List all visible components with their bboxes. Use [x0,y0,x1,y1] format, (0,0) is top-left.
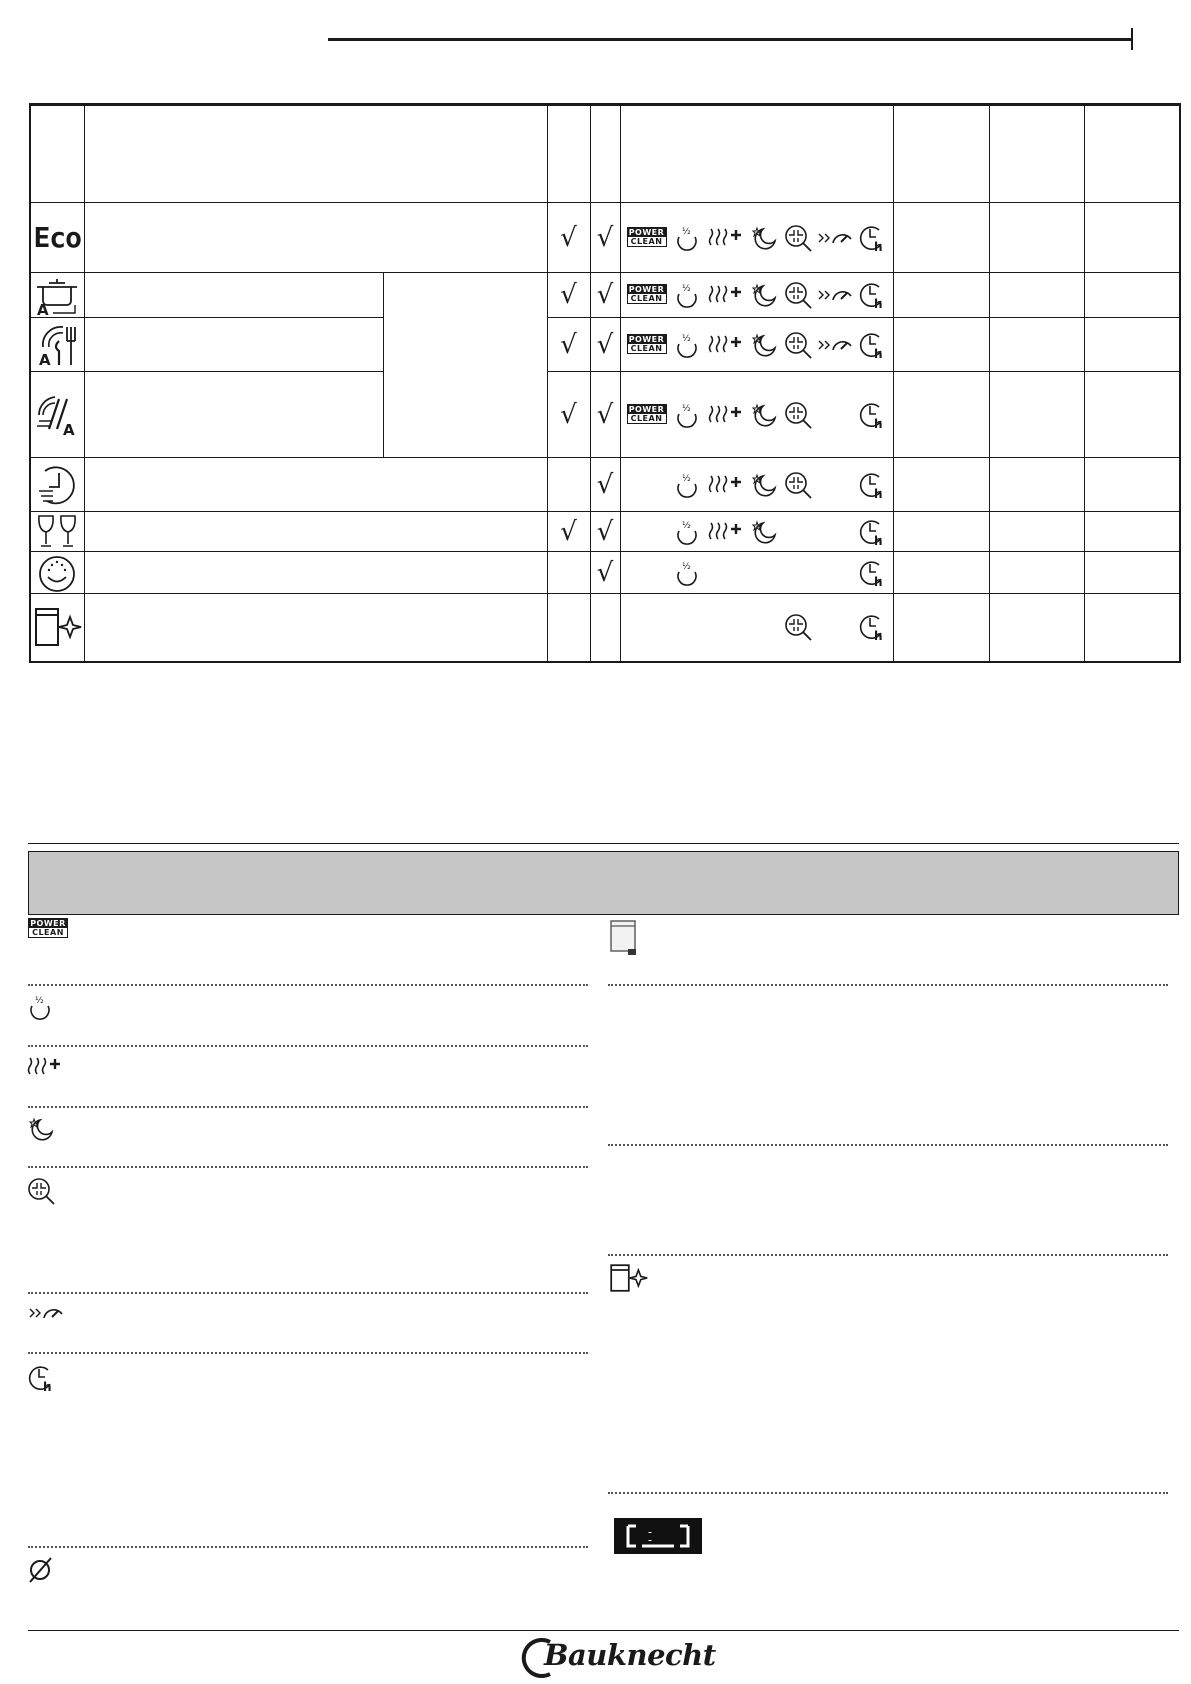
value-cell [1084,552,1180,594]
delay-start-icon [857,399,887,431]
divider [28,1546,588,1548]
programme-description [84,203,547,273]
value-cell [1084,594,1180,662]
value-cell [1084,273,1180,318]
half-load-icon [673,558,701,588]
night-icon [26,1114,56,1144]
empty-check-cell [547,594,590,662]
value-cell [893,458,989,512]
extra-dry-icon [707,472,743,498]
delay-start-icon [857,469,887,501]
svg-text:h: h [873,629,883,644]
hygiene-search-icon [783,400,813,430]
half-load-icon [673,470,701,500]
options-cell [620,273,893,318]
plate-cutlery-programme-icon [30,318,84,372]
power-clean-icon: POWER CLEAN [627,284,667,304]
display-indicator-icon [614,1518,702,1554]
table-header-row [30,105,1180,203]
divider [28,1352,588,1354]
programme-description [84,594,547,662]
shared-description-cell [383,273,547,458]
svg-text:½: ½ [681,284,691,294]
table-row [30,203,1180,273]
programme-description [84,273,383,318]
header-rule [328,38,1133,41]
value-cell [893,273,989,318]
svg-text:h: h [873,574,883,589]
value-cell [1084,512,1180,552]
programme-description [84,512,547,552]
svg-text:½: ½ [35,996,44,1006]
svg-text:½: ½ [681,403,691,414]
check-mark: √ [590,552,620,594]
half-load-icon [673,223,701,253]
programme-description [84,458,547,512]
value-cell [989,512,1084,552]
divider [28,1292,588,1294]
hygiene-search-icon [783,612,813,642]
power-clean-icon: POWER CLEAN [627,227,667,247]
delay-start-icon [857,516,887,548]
self-clean-programme-icon [30,594,84,662]
header-cell-col-b [590,105,620,203]
extra-dry-icon [707,402,743,428]
check-mark: √ [590,318,620,372]
options-cell [620,372,893,458]
night-icon [749,223,779,253]
extra-dry-icon [707,282,743,308]
hygiene-search-icon [783,280,813,310]
value-cell [1084,458,1180,512]
svg-text:½: ½ [681,226,691,237]
value-cell [893,372,989,458]
brand-name: Bauknecht [544,1638,716,1672]
table-row [30,512,1180,552]
turbo-icon [817,284,853,306]
night-icon [749,280,779,310]
divider [608,1254,1168,1256]
disabled-icon [26,1554,56,1586]
value-cell [893,203,989,273]
options-cell [620,203,893,273]
check-mark: √ [590,203,620,273]
extra-dry-icon [707,332,743,358]
check-mark: √ [590,458,620,512]
options-section-header [28,851,1179,915]
delay-start-icon [857,611,887,643]
value-cell [989,552,1084,594]
divider [608,1144,1168,1146]
table-row [30,594,1180,662]
turbo-icon [817,227,853,249]
half-load-icon [673,280,701,310]
check-mark: √ [547,273,590,318]
divider [28,1166,588,1168]
programme-table [29,103,1181,663]
value-cell [893,318,989,372]
hygiene-search-icon [26,1176,56,1206]
options-cell [620,512,893,552]
svg-text:½: ½ [681,520,691,531]
power-clean-icon: POWER CLEAN [28,918,68,940]
eco-programme-icon [30,203,84,273]
half-load-icon [26,992,54,1022]
svg-text:h: h [873,239,883,254]
table-row [30,372,1180,458]
svg-text:A: A [63,420,75,439]
turbo-icon [817,334,853,356]
quick-programme-icon [30,458,84,512]
check-mark: √ [590,372,620,458]
table-row [30,458,1180,512]
divider [608,1492,1168,1494]
value-cell [1084,318,1180,372]
hygiene-search-icon [783,223,813,253]
svg-text:½: ½ [681,561,691,572]
value-cell [989,318,1084,372]
options-cell [620,318,893,372]
pot-programme-icon [30,273,84,318]
header-cell-value-2 [989,105,1084,203]
delay-start-icon [26,1362,56,1394]
night-icon [749,400,779,430]
value-cell [1084,203,1180,273]
options-cell [620,552,893,594]
check-mark: √ [547,372,590,458]
empty-check-cell [547,458,590,512]
footer-rule [28,1630,1179,1631]
divider [28,1106,588,1108]
svg-text:A: A [37,301,49,317]
value-cell [989,203,1084,273]
divider [28,984,588,986]
programme-description [84,372,383,458]
dishwasher-drain-icon [608,918,642,958]
programme-description [84,552,547,594]
self-clean-icon [608,1262,648,1294]
empty-check-cell [590,594,620,662]
programme-description [84,318,383,372]
svg-text:½: ½ [681,333,691,344]
options-cell [620,458,893,512]
header-cell-value-1 [893,105,989,203]
svg-text:A: A [39,350,51,369]
table-row [30,552,1180,594]
value-cell [893,594,989,662]
table-row [30,273,1180,318]
glass-programme-icon [30,512,84,552]
extra-dry-icon [707,225,743,251]
value-cell [893,512,989,552]
extra-dry-icon [26,1054,62,1080]
eco-label: Eco [33,221,82,254]
check-mark: √ [547,318,590,372]
bauknecht-logo [510,1634,716,1680]
table-row [30,318,1180,372]
half-load-icon [673,400,701,430]
delay-start-icon [857,222,887,254]
svg-text:h: h [43,1380,52,1394]
svg-text:h: h [873,533,883,548]
hygiene-search-icon [783,470,813,500]
check-mark: √ [590,273,620,318]
value-cell [893,552,989,594]
hygiene-search-icon [783,330,813,360]
night-icon [749,470,779,500]
svg-text:h: h [873,346,883,361]
svg-text:h: h [873,297,883,311]
check-mark: √ [547,512,590,552]
prewash-programme-icon [30,552,84,594]
power-clean-icon: POWER CLEAN [627,334,667,354]
svg-text:h: h [873,486,883,501]
section-rule [28,843,1179,844]
header-rule-tick [1131,28,1133,50]
options-cell [620,594,893,662]
quick-wash-programme-icon [30,372,84,458]
power-clean-icon: POWER CLEAN [627,404,667,424]
night-icon [749,517,779,547]
value-cell [989,372,1084,458]
value-cell [989,273,1084,318]
turbo-icon [26,1302,66,1324]
delay-start-icon [857,279,887,311]
check-mark: √ [590,512,620,552]
divider [608,984,1168,986]
divider [28,1045,588,1047]
empty-check-cell [547,552,590,594]
delay-start-icon [857,557,887,589]
check-mark: √ [547,203,590,273]
value-cell [989,458,1084,512]
night-icon [749,330,779,360]
value-cell [989,594,1084,662]
header-cell-options [620,105,893,203]
delay-start-icon [857,329,887,361]
svg-text:h: h [873,416,883,431]
half-load-icon [673,517,701,547]
header-cell-programme [84,105,547,203]
half-load-icon [673,330,701,360]
header-cell-col-a [547,105,590,203]
header-cell-value-3 [1084,105,1180,203]
svg-text:½: ½ [681,473,691,484]
value-cell [1084,372,1180,458]
extra-dry-icon [707,519,743,545]
header-cell-symbol [30,105,84,203]
